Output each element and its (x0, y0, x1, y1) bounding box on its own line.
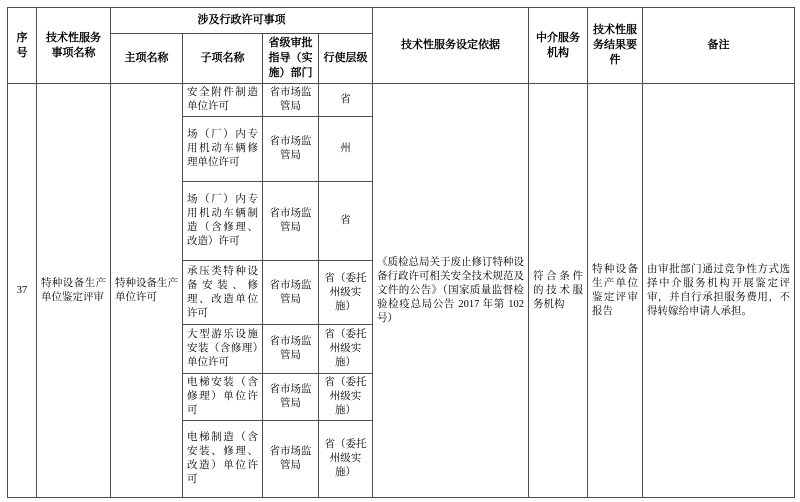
cell-level: 省（委托州级实施） (319, 261, 373, 325)
cell-level: 省 (319, 182, 373, 261)
cell-dept: 省市场监管局 (263, 182, 319, 261)
cell-sub-item: 场（厂）内专用机动车辆修理单位许可 (183, 117, 263, 182)
cell-dept: 省市场监管局 (263, 117, 319, 182)
cell-level: 州 (319, 117, 373, 182)
header-remarks: 备注 (643, 8, 795, 84)
cell-level: 省 (319, 84, 373, 117)
cell-result-requirement: 特种设备生产单位鉴定评审报告 (588, 84, 643, 498)
cell-sub-item: 电梯安装（含修理）单位许可 (183, 374, 263, 421)
cell-dept: 省市场监管局 (263, 84, 319, 117)
cell-dept: 省市场监管局 (263, 261, 319, 325)
cell-remarks: 由审批部门通过竞争性方式选择中介服务机构开展鉴定评审，并自行承担服务费用，不得转嫁给申请人承担。 (643, 84, 795, 498)
cell-main-item: 特种设备生产单位许可 (111, 84, 183, 498)
cell-serial: 37 (8, 84, 37, 498)
cell-intermediary-agency: 符合条件的技术服务机构 (529, 84, 588, 498)
cell-sub-item: 电梯制造（含安装、修理、改造）单位许可 (183, 421, 263, 498)
header-service-item-name: 技术性服务事项名称 (37, 8, 111, 84)
admin-service-table (7, 7, 795, 498)
header-main-item: 主项名称 (111, 34, 183, 84)
cell-level: 省（委托州级实施） (319, 374, 373, 421)
header-result-requirement: 技术性服务结果要件 (588, 8, 643, 84)
cell-level: 省（委托州级实施） (319, 421, 373, 498)
cell-dept: 省市场监管局 (263, 374, 319, 421)
cell-dept: 省市场监管局 (263, 421, 319, 498)
cell-dept: 省市场监管局 (263, 325, 319, 374)
header-serial: 序号 (8, 8, 37, 84)
cell-sub-item: 承压类特种设备安装、修理、改造单位许可 (183, 261, 263, 325)
cell-sub-item: 安全附件制造单位许可 (183, 84, 263, 117)
header-intermediary-agency: 中介服务机构 (529, 8, 588, 84)
header-licensing-group: 涉及行政许可事项 (111, 8, 373, 34)
header-setting-basis: 技术性服务设定依据 (373, 8, 529, 84)
cell-sub-item: 大型游乐设施安装（含修理）单位许可 (183, 325, 263, 374)
header-sub-item: 子项名称 (183, 34, 263, 84)
cell-setting-basis: 《质检总局关于废止修订特种设备行政许可相关安全技术规范及文件的公告》（国家质量监督检验检疫总局公告 2017 年第 102 号） (373, 84, 529, 498)
cell-sub-item: 场（厂）内专用机动车辆制造（含修理、改造）许可 (183, 182, 263, 261)
cell-service-item-name: 特种设备生产单位鉴定评审 (37, 84, 111, 498)
header-provincial-dept: 省级审批指导（实施）部门 (263, 34, 319, 84)
header-exercise-level: 行使层级 (319, 34, 373, 84)
table-row (8, 84, 795, 117)
cell-level: 省（委托州级实施） (319, 325, 373, 374)
